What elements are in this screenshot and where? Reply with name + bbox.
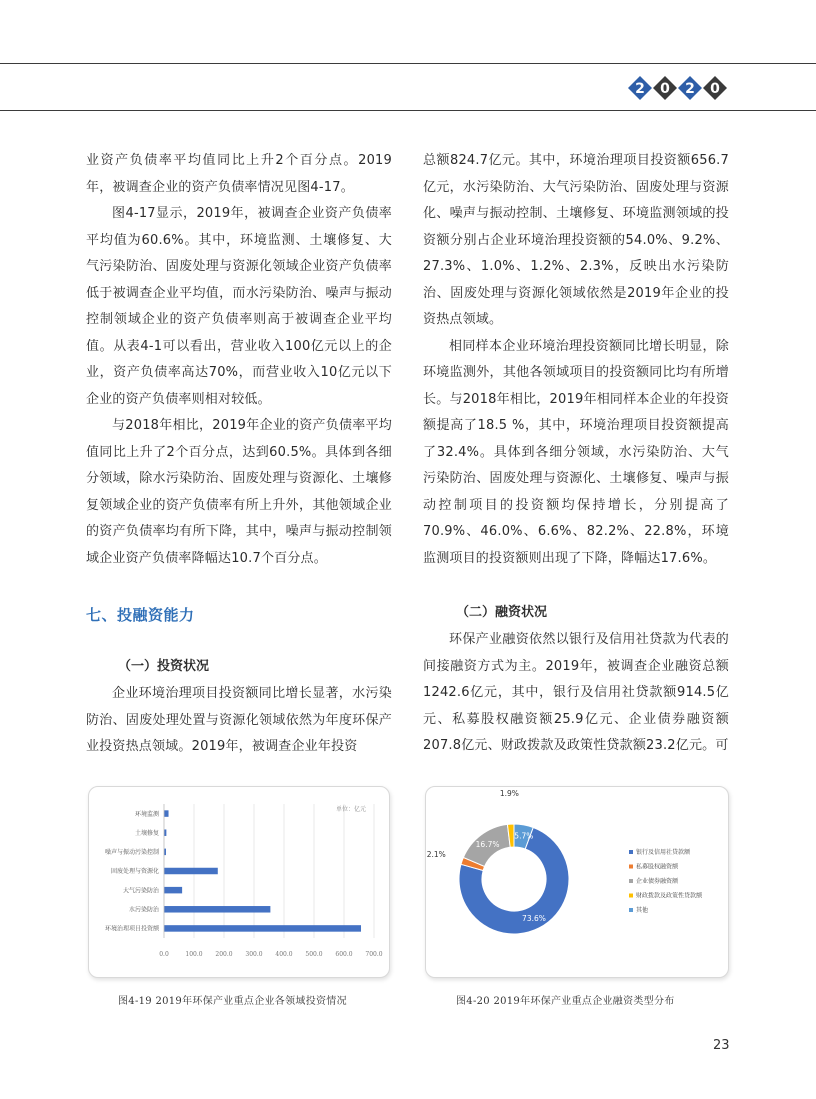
right-column (423, 148, 729, 572)
legend-swatch (629, 865, 633, 869)
year-badge (628, 68, 728, 108)
subsection-financing-title: （二）融资状况 (456, 605, 548, 620)
bar-category-label: 水污染防治 (128, 906, 159, 914)
legend-swatch (629, 894, 633, 898)
header-top-rule (0, 63, 816, 64)
bar-category-label: 环境监测 (134, 810, 159, 818)
legend-label: 私募股权融资额 (636, 863, 679, 871)
left-paragraph-1: 业资产负债率平均值同比上升2个百分点。2019年，被调查企业的资产负债率情况见图4-17。 (86, 153, 392, 195)
page-number: 23 (713, 1038, 730, 1053)
donut-value-label: 16.7% (475, 839, 500, 849)
legend-label: 财政拨款及政策性贷款额 (636, 892, 703, 900)
legend-swatch (629, 908, 633, 912)
bar (164, 868, 218, 875)
figure-caption-4-20: 图4-20 2019年环保产业重点企业融资类型分布 (456, 996, 675, 1007)
bar-category-label: 大气污染防治 (122, 887, 159, 895)
year-digit: 2 (685, 81, 695, 97)
subsection-investment-title: （一）投资状况 (118, 659, 210, 674)
bar (164, 925, 361, 932)
donut-value-label: 2.1% (426, 849, 446, 859)
section-title: 七、投融资能力 (86, 606, 195, 624)
legend-label: 企业债券融资额 (636, 878, 679, 885)
subsection-financing-body (423, 627, 729, 760)
bar-x-tick-label: 600.0 (335, 951, 353, 958)
legend-swatch (629, 879, 633, 883)
bar-category-label: 土壤修复 (134, 829, 159, 837)
bar-x-tick-label: 500.0 (305, 951, 323, 958)
bar-category-label: 噪声与振动污染控制 (104, 849, 159, 857)
left-column (86, 148, 392, 572)
donut-value-label: 73.6% (522, 914, 546, 924)
donut-value-label: 1.9% (499, 789, 519, 799)
bar-x-tick-label: 400.0 (275, 951, 293, 958)
financing-donut-chart (425, 786, 729, 978)
bar-x-tick-label: 200.0 (215, 951, 233, 958)
bar-category-label: 固废处理与资源化 (110, 868, 159, 876)
left-paragraph-3: 与2018年相比，2019年企业的资产负债率平均值同比上升了2个百分点，达到60.5%。具体到各细分领域，除水污染防治、固废处理与资源化、土壤修复领域企业的资产负债率有所上升外，其他领域企业的资产负债率均有所下降，其中，噪声与振动控制领域企业资产负债率降幅达10.7个百分点。 (86, 418, 392, 566)
bar (164, 906, 270, 913)
investment-paragraph: 企业环境治理项目投资额同比增长显著，水污染防治、固废处理处置与资源化领域依然为年度环保产业投资热点领域。2019年，被调查企业年投资 (86, 686, 392, 754)
bar (164, 887, 182, 894)
right-paragraph-2: 相同样本企业环境治理投资额同比增长明显，除环境监测外，其他各领域项目的投资额同比均有所增长。与2018年相比，2019年相同样本企业的年投资额提高了18.5 %，其中，环境治理项目投资额提高了32.4%。具体到各细分领域，水污染防治、大气污染防治、固废处理与资源化、土壤修复、噪声与振动控制项目的投资额均保持增长，分别提高了70.9%、46.0%、6.6%、82.2%、22.8%，环境监测项目的投资额则出现了下降，降幅达17.6%。 (423, 338, 729, 566)
left-paragraph-2: 图4-17显示，2019年，被调查企业资产负债率平均值为60.6%。其中，环境监测、土壤修复、大气污染防治、固废处理与资源化领域企业资产负债率低于被调查企业平均值，而水污染防治、噪声与振动控制领域企业的资产负债率则高于被调查企业平均值。从表4-1可以看出，营业收入100亿元以上的企业，资产负债率高达70%，而营业收入10亿元以下企业的资产负债率则相对较低。 (86, 206, 392, 407)
financing-paragraph: 环保产业融资依然以银行及信用社贷款为代表的间接融资方式为主。2019年，被调查企业融资总额1242.6亿元，其中，银行及信用社贷款额914.5亿元、私募股权融资额25.9亿元、企业债券融资额207.8亿元、财政拨款及政策性贷款额23.2亿元。可 (423, 632, 729, 753)
investment-bar-chart (88, 786, 390, 978)
subsection-investment-body (86, 681, 392, 761)
bar-x-tick-label: 300.0 (245, 951, 263, 958)
legend-label: 其他 (636, 907, 649, 914)
figure-caption-4-19: 图4-19 2019年环保产业重点企业各领域投资情况 (118, 996, 347, 1007)
legend-swatch (629, 850, 633, 854)
bar (164, 810, 169, 817)
bar-x-tick-label: 100.0 (185, 951, 203, 958)
bar-unit-label: 单位：亿元 (335, 806, 367, 813)
year-digit: 2 (635, 81, 645, 97)
header-bottom-rule (0, 110, 816, 111)
right-paragraph-1: 总额824.7亿元。其中，环境治理项目投资额656.7亿元，水污染防治、大气污染防治、固废处理与资源化、噪声与振动控制、土壤修复、环境监测领域的投资额分别占企业环境治理投资额的54.0%、9.2%、27.3%、1.0%、1.2%、2.3%，反映出水污染防治、固废处理与资源化领域依然是2019年企业的投资热点领域。 (423, 153, 729, 327)
bar-x-tick-label: 700.0 (365, 951, 383, 958)
donut-value-label: 5.7% (514, 831, 534, 841)
bar-x-tick-label: 0.0 (159, 951, 169, 958)
year-digit: 0 (710, 81, 720, 97)
bar-category-label: 环境治理项目投资额 (104, 925, 159, 933)
legend-label: 银行及信用社贷款额 (636, 849, 691, 856)
year-digit: 0 (660, 81, 670, 97)
bar-chart-svg (89, 787, 391, 979)
donut-chart-svg (426, 787, 730, 979)
